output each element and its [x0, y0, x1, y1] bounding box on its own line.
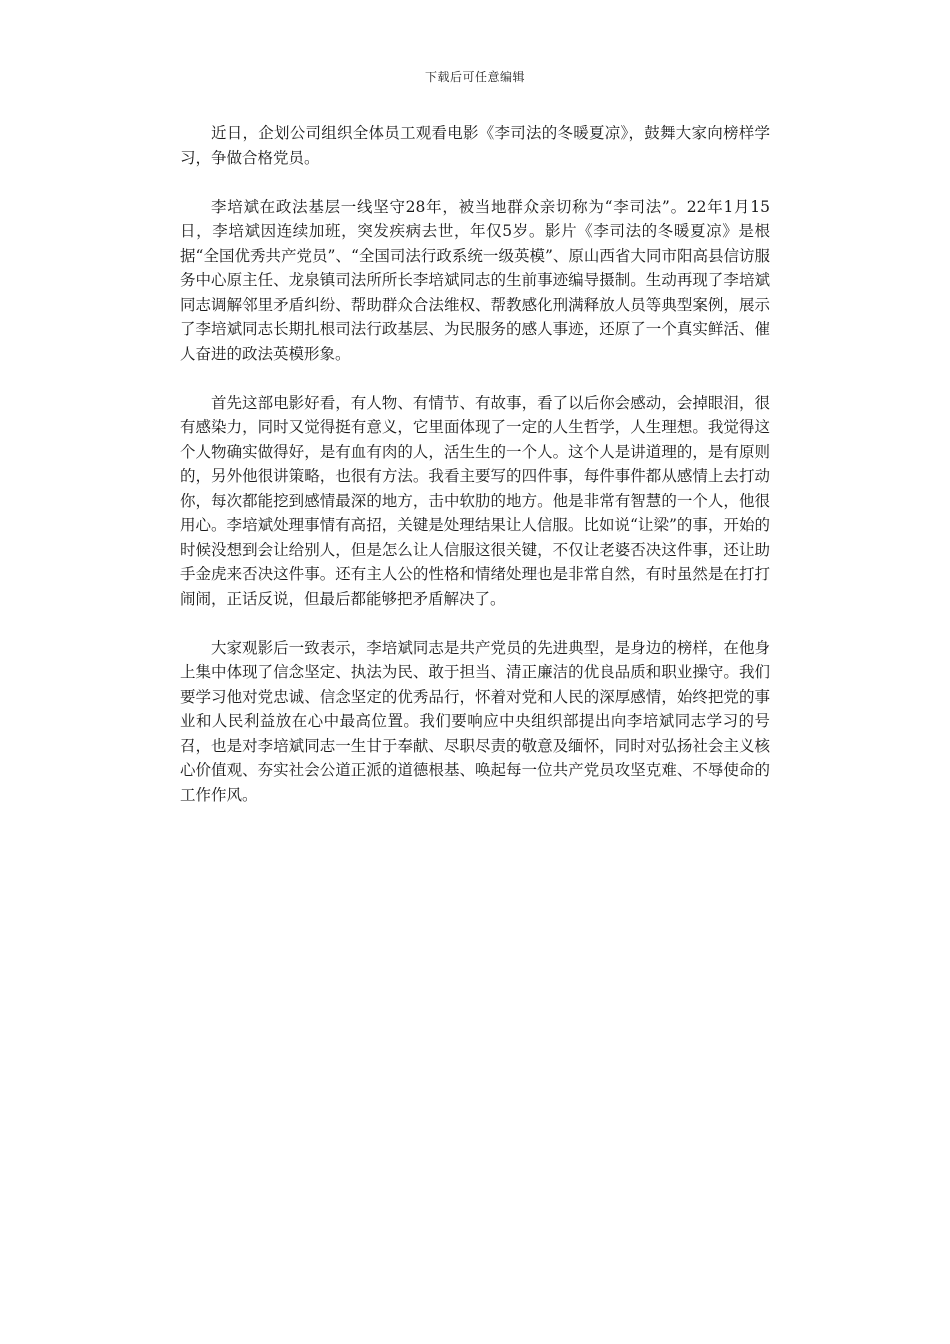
article-body — [180, 121, 770, 832]
header-note: 下载后可任意编辑 — [424, 70, 525, 84]
paragraph-review: 首先这部电影好看，有人物、有情节、有故事，看了以后你会感动，会掉眼泪，很有感染力，同时又觉得挺有意义，它里面体现了一定的人生哲学，人生理想。我觉得这个人物确实做得好，是有血有肉的人，活生生的一个人。这个人是讲道理的，是有原则的，另外他很讲策略，也很有方法。我看主要写的四件事，每件事件都从感情上去打动你，每次都能挖到感情最深的地方，击中软肋的地方。他是非常有智慧的一个人，他很用心。李培斌处理事情有高招，关键是处理结果让人信服。比如说“让梁”的事，开始的时候没想到会让给别人，但是怎么让人信服这很关键，不仅让老婆否决这件事，还让助手金虎来否决这件事。还有主人公的性格和情绪处理也是非常自然，有时虽然是在打打闹闹，正话反说，但最后都能够把矛盾解决了。 — [180, 393, 770, 608]
paragraph-intro: 近日，企划公司组织全体员工观看电影《李司法的冬暖夏凉》，鼓舞大家向榜样学习，争做合格党员。 — [180, 124, 770, 167]
paragraph-background: 李培斌在政法基层一线坚守28年，被当地群众亲切称为“李司法”。22年1月15日，李培斌因连续加班，突发疾病去世，年仅5岁。影片《李司法的冬暖夏凉》是根据“全国优秀共产党员”、“全国司法行政系统一级英模”、原山西省大同市阳高县信访服务中心原主任、龙泉镇司法所所长李培斌同志的生前事迹编导摄制。生动再现了李培斌同志调解邻里矛盾纠纷、帮助群众合法维权、帮教感化刑满释放人员等典型案例，展示了李培斌同志长期扎根司法行政基层、为民服务的感人事迹，还原了一个真实鲜活、催人奋进的政法英模形象。 — [180, 197, 770, 363]
paragraph-conclusion: 大家观影后一致表示，李培斌同志是共产党员的先进典型，是身边的榜样，在他身上集中体现了信念坚定、执法为民、敢于担当、清正廉洁的优良品质和职业操守。我们要学习他对党忠诚、信念坚定的优秀品行，怀着对党和人民的深厚感情，始终把党的事业和人民利益放在心中最高位置。我们要响应中央组织部提出向李培斌同志学习的号召，也是对李培斌同志一生甘于奉献、尽职尽责的敬意及缅怀，同时对弘扬社会主义核心价值观、夯实社会公道正派的道德根基、唤起每一位共产党员攻坚克难、不辱使命的工作作风。 — [180, 638, 770, 804]
